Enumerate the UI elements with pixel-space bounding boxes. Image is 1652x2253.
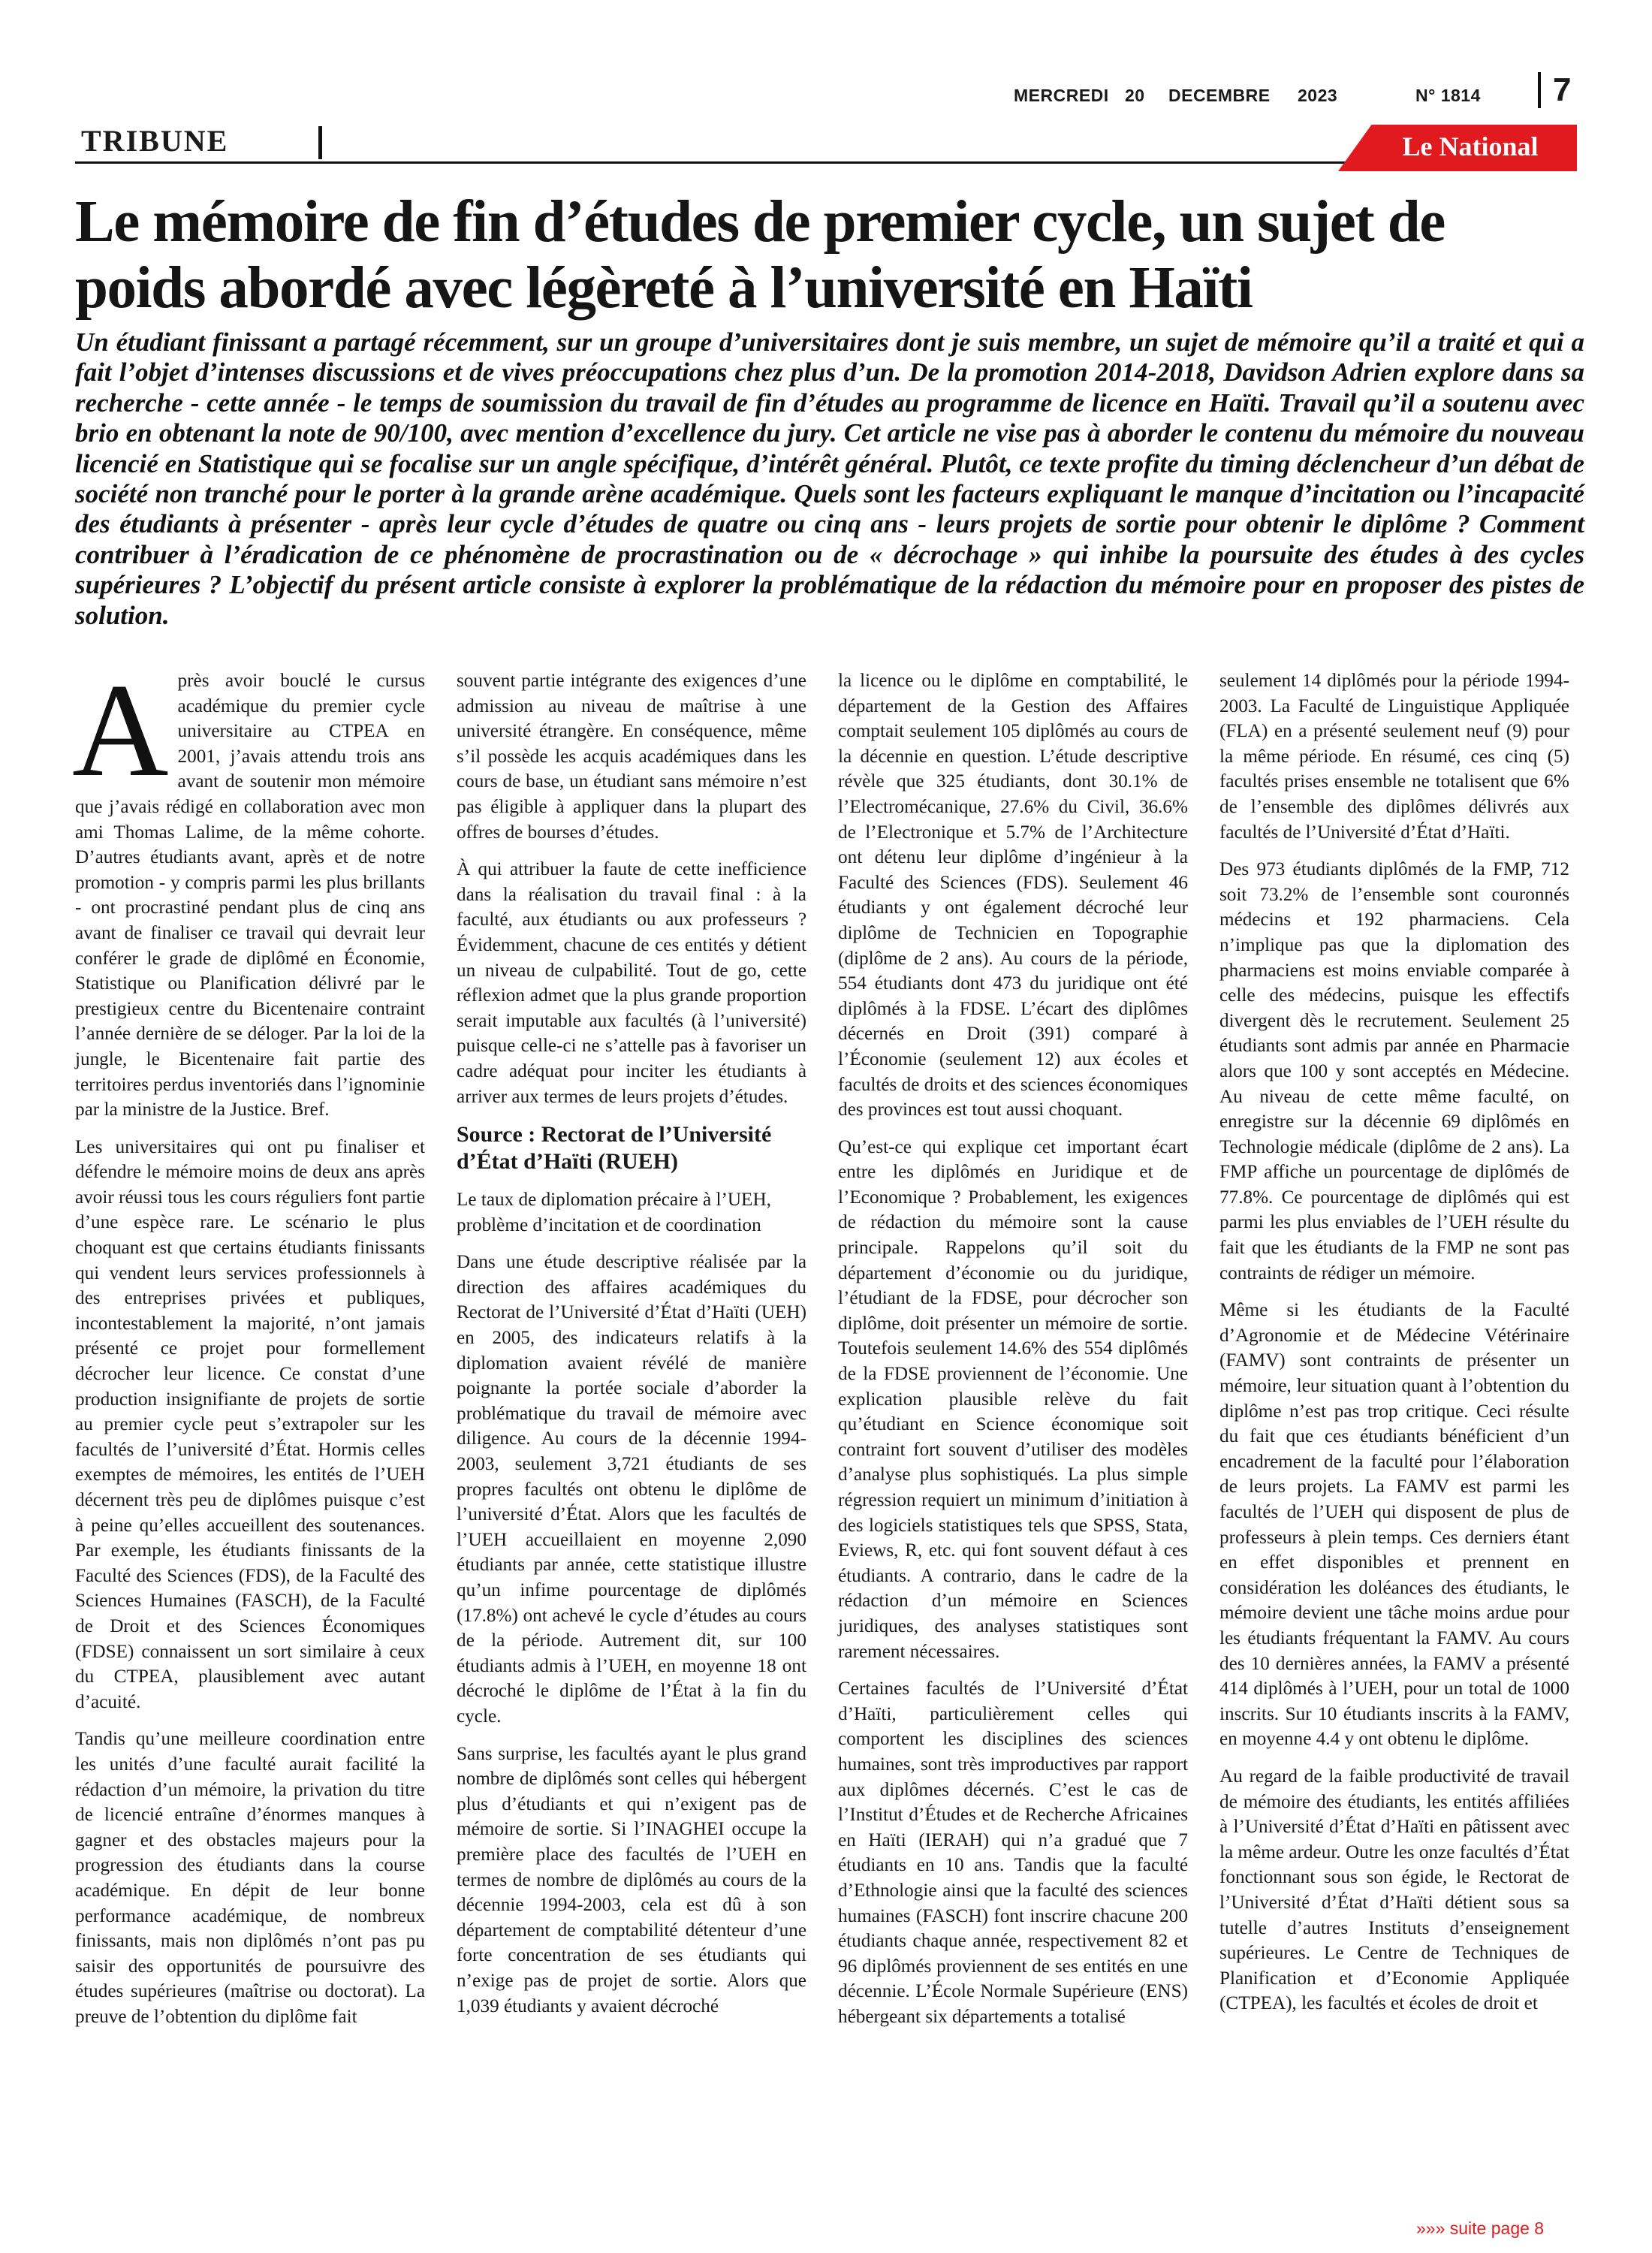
paragraph: Certaines facultés de l’Université d’État d’Haïti, particulièrement celles qui comportent les disciplines des sciences humaines, sont très improductives par rapport aux diplômes décernés. C’est le cas de l’Institut d’Études et de Recherche Africaines en Haïti (IERAH) qui n’a gradué que 7 étudiants en 10 ans. Tandis que la faculté d’Ethnologie ainsi que la faculté des sciences humaines (FASCH) font inscrire chacune 200 étudiants chaque année, respectivement 82 et 96 diplômés proviennent de ses entités en une décennie. L’École Normale Supérieure (ENS) hébergeant six départements a totalisé <box>838 1678 1188 2027</box>
continued-link[interactable]: »»» suite page 8 <box>1416 2218 1545 2238</box>
paragraph: Des 973 étudiants diplômés de la FMP, 712 soit 73.2% de l’ensemble sont couronnés médecins et 192 pharmaciens. Cela n’implique pas que la diplomation des pharmaciens est moins enviable comparée à celle des médecins, puisque les effectifs divergent dès le recrutement. Seulement 25 étudiants sont admis par année en Pharmacie alors que 100 y sont acceptés en Médecine. Au niveau de cette même faculté, on enregistre sur la décennie 69 diplômés en Technologie médicale (diplôme de 2 ans). La FMP affiche un pourcentage de diplômés de 77.8%. Ce pourcentage de diplômés qui est parmi les plus enviables de l’UEH résulte du fait que les étudiants de la FMP ne sont pas contraints de rédiger un mémoire. <box>1219 859 1569 1283</box>
paragraph: Au regard de la faible productivité de travail de mémoire des étudiants, les entités affiliées à l’Université d’État d’Haïti en pâtissent avec la même ardeur. Outre les onze facultés d’État fonctionnant sous son égide, le Rectorat de l’Université d’État d’Haïti détient sous sa tutelle d’autres Instituts d’enseignement supérieures. Le Centre de Techniques de Planification et d’Economie Appliquée (CTPEA), les facultés et écoles de droit et <box>1219 1766 1569 2014</box>
section-label: TRIBUNE <box>81 124 229 158</box>
page-number: 7 <box>1538 72 1571 108</box>
paragraph: Le taux de diplomation précaire à l’UEH, problème d’incitation et de coordination <box>457 1190 771 1235</box>
issue-day: 20 <box>1125 86 1145 105</box>
column-2 <box>457 668 806 2031</box>
brand-name: Le National <box>1402 131 1539 161</box>
paragraph: Qu’est-ce qui explique cet important écart entre les diplômés en Juridique et de l’Economique ? Probablement, les exigences de rédaction du mémoire sont la cause principale. Rappelons qu’il soit du département d’économie ou du juridique, l’étudiant de la FDSE, pour décrocher son diplôme, doit présenter un mémoire de sortie. Toutefois seulement 14.6% des 554 diplômés de la FDSE proviennent de l’économie. Une explication plausible relève du fait qu’étudiant en Science économique soit contraint fort souvent d’utiliser des modèles d’analyse plus sophistiqués. La plus simple régression requiert un minimum d’initiation à des logiciels statistiques tels que SPSS, Stata, Eviews, R, etc. qui font souvent défaut à ces étudiants. A contrario, dans le cadre de la rédaction d’un mémoire en Sciences juridiques, des analyses statistiques sont rarement nécessaires. <box>838 1136 1188 1662</box>
section-divider <box>318 126 322 159</box>
paragraph: Sans surprise, les facultés ayant le plus grand nombre de diplômés sont celles qui hébergent plus d’étudiants et qui n’exigent pas de mémoire de sortie. Si l’INAGHEI occupe la première place des facultés de l’UEH en termes de nombre de diplômés au cours de la décennie 1994-2003, cela est dû à son département de comptabilité détenteur d’une forte concentration de ses étudiants qui n’exige pas de projet de sortie. Alors que 1,039 étudiants y avaient décroché <box>457 1743 806 2016</box>
paragraph: Dans une étude descriptive réalisée par la direction des affaires académiques du Rectorat de l’Université d’État d’Haïti (UEH) en 2005, des indicateurs relatifs à la diplomation avaient révélé de manière poignante la portée sociale d’aborder la problématique du travail de mémoire avec diligence. Au cours de la décennie 1994-2003, seulement 3,721 étudiants de ses propres facultés ont obtenu le diplôme de l’université d’État. Alors que les facultés de l’UEH accueillaient en moyenne 2,090 étudiants par année, cette statistique illustre qu’un infime pourcentage de diplômés (17.8%) ont achevé le cycle d’études au cours de la période. Autrement dit, sur 100 étudiants admis à l’UEH, en moyenne 18 ont décroché le diplôme de l’État à la fin du cycle. <box>457 1252 806 1727</box>
article-title: Le mémoire de fin d’études de premier cycle, un sujet de poids abordé avec légèreté à l’université en Haïti <box>75 189 1445 321</box>
paragraph: la licence ou le diplôme en comptabilité, le département de la Gestion des Affaires comptait seulement 105 diplômés au cours de la décennie en question. L’étude descriptive révèle que 325 étudiants, dont 30.1% de l’Electromécanique, 27.6% du Civil, 36.6% de l’Electronique et 5.7% de l’Architecture ont détenu leur diplôme d’ingénieur à la Faculté des Sciences (FDS). Seulement 46 étudiants y ont également décroché leur diplôme de Technicien en Topographie (diplôme de 2 ans). Au cours de la période, 554 étudiants dont 473 du juridique ont été diplômés à la FDSE. L’écart des diplômes décernés en Droit (391) comparé à l’Économie (seulement 12) aux écoles et facultés de droits et des sciences économiques des provinces est tout aussi choquant. <box>838 671 1188 1120</box>
paragraph: seulement 14 diplômés pour la période 1994-2003. La Faculté de Linguistique Appliquée (FLA) en a présenté seulement neuf (9) pour la même période. En résumé, ces cinq (5) facultés prises ensemble ne totalisent que 6% de l’ensemble des diplômes délivrés aux facultés de l’Université d’État d’Haïti. <box>1219 671 1569 843</box>
paragraph: Tandis qu’une meilleure coordination entre les unités d’une faculté aurait facilité la rédaction d’un mémoire, la privation du titre de licencié entraîne d’énormes manques à gagner et des obstacles majeurs pour la progression des étudiants dans la course académique. En dépit de leur bonne performance académique, de nombreux finissants, mais non diplômés n’ont pas pu saisir des opportunités de poursuivre des études supérieures (maîtrise ou doctorat). La preuve de l’obtention du diplôme fait <box>75 1729 425 2027</box>
issue-weekday: MERCREDI <box>1014 86 1109 105</box>
paragraph: Même si les étudiants de la Faculté d’Agronomie et de Médecine Vétérinaire (FAMV) sont contraints de présenter un mémoire, leur situation quant à l’obtention du diplôme n’est pas trop critique. Ceci résulte du fait que ces étudiants bénéficient d’un encadrement de la faculté pour l’élaboration de leurs projets. La FAMV est parmi les facultés de l’UEH qui disposent de plus de professeurs à plein temps. Ces derniers étant en effet disponibles et prennent en considération les doléances des étudiants, le mémoire devient une tâche moins ardue pour les étudiants fréquentant la FAMV. Au cours des 10 dernières années, la FAMV a présenté 414 diplômés à l’UEH, pour un total de 1000 inscrits. Sur 10 étudiants inscrits à la FAMV, en moyenne 4.4 y ont obtenu le diplôme. <box>1219 1300 1569 1750</box>
subheading: Source : Rectorat de l’Université d’État d’Haïti (RUEH) <box>457 1122 772 1175</box>
issue-year: 2023 <box>1298 86 1338 105</box>
drop-cap: A <box>72 656 169 804</box>
paragraph: À qui attribuer la faute de cette inefficience dans la réalisation du travail final : à la faculté, aux étudiants ou aux professeurs ? Évidemment, chacune de ces entités y détient un niveau de culpabilité. Tout de go, cette réflexion admet que la plus grande proportion serait imputable aux facultés (à l’université) puisque celle-ci ne s’attelle pas à favoriser un cadre adéquat pour inciter les étudiants à arriver aux termes de leurs projets d’études. <box>457 859 806 1107</box>
paragraph: Les universitaires qui ont pu finaliser et défendre le mémoire moins de deux ans après avoir réussi tous les cours réguliers font partie d’une espèce rare. Le scénario le plus choquant est que certains étudiants finissants qui vendent leurs services professionnels à des entreprises privées et publiques, incontestablement la majorité, n’ont jamais présenté ce projet pour formellement décrocher leur licence. Ce constat d’une production insignifiante de projets de sortie au premier cycle peut s’extrapoler sur les facultés de l’université d’État. Hormis celles exemptes de mémoires, les entités de l’UEH décernent très peu de diplômes puisque c’est à peine qu’elles accueillent des soutenances. Par exemple, les étudiants finissants de la Faculté des Sciences (FDS), de la Faculté des Sciences Humaines (FASCH), de la Faculté de Droit et des Sciences Économiques (FDSE) connaissent un sort similaire à ceux du CTPEA, plausiblement avec autant d’acuité. <box>75 1136 425 1712</box>
column-1 <box>72 656 425 2041</box>
paragraph: Après avoir bouclé le cursus académique du premier cycle universitaire au CTPEA en 2001, j’avais attendu trois ans avant de soutenir mon mémoire que j’avais rédigé en collaboration avec mon ami Thomas Lalime, de la même cohorte. D’autres étudiants avant, après et de notre promotion - y compris parmi les plus brillants - ont procrastiné pendant plus de cinq ans avant de finaliser ce travail qui devrait leur conférer le grade de diplômé en Économie, Statistique ou Planification délivré par le prestigieux centre du Bicentenaire contraint l’année dernière de se déloger. Par la loi de la jungle, le Bicentenaire fait partie des territoires perdus inventoriés dans l’ignominie par la ministre de la Justice. Bref. <box>72 656 425 1120</box>
column-4 <box>1219 668 1569 2028</box>
issue-number: N° 1814 <box>1415 86 1481 105</box>
paragraph: souvent partie intégrante des exigences d’une admission au niveau de maîtrise à une université étrangère. En conséquence, même s’il possède les acquis académiques dans les cours de base, un étudiant sans mémoire n’est pas éligible à appliquer dans la plupart des offres de bourses d’études. <box>457 671 806 843</box>
issue-month: DECEMBRE <box>1168 86 1271 105</box>
article-lead: Un étudiant finissant a partagé récemment, sur un groupe d’universitaires dont je suis membre, un sujet de mémoire qu’il a traité et qui a fait l’objet d’intenses discussions et de vives préoccupations chez plus d’un. De la promotion 2014-2018, Davidson Adrien explore dans sa recherche - cette année - le temps de soumission du travail de fin d’études au programme de licence en Haïti. Travail qu’il a soutenu avec brio en obtenant la note de 90/100, avec mention d’excellence du jury. Cet article ne vise pas à aborder le contenu du mémoire du nouveau licencié en Statistique qui se focalise sur un angle spécifique, d’intérêt général. Plutôt, ce texte profite du timing déclencheur d’un débat de société non tranché pour le porter à la grande arène académique. Quels sont les facteurs expliquant le manque d’incitation ou l’incapacité des étudiants à présenter - après leur cycle d’études de quatre ou cinq ans - leurs projets de sortie pour obtenir le diplôme ? Comment contribuer à l’éradication de ce phénomène de procrastination ou de « décrochage » qui inhibe la poursuite des études à des cycles supérieures ? L’objectif du présent article consiste à explorer la problématique de la rédaction du mémoire pour en proposer des pistes de solution. <box>75 327 1584 630</box>
column-3 <box>838 668 1188 2041</box>
